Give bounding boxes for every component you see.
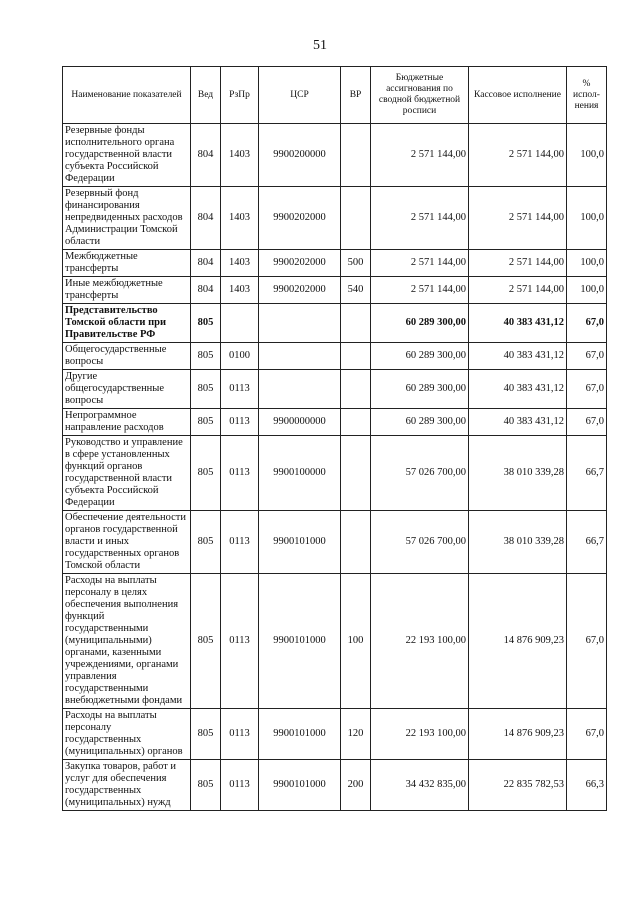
cell-csr: 9900202000 bbox=[259, 187, 341, 250]
cell-ved: 805 bbox=[191, 760, 221, 811]
cell-percent: 67,0 bbox=[567, 343, 607, 370]
cell-rzpr: 0113 bbox=[221, 436, 259, 511]
cell-assigned: 2 571 144,00 bbox=[371, 277, 469, 304]
table-row bbox=[63, 436, 607, 511]
cell-name: Резервные фонды исполнительного органа государственной власти субъекта Российской Федерации bbox=[63, 124, 191, 187]
cell-vr bbox=[341, 511, 371, 574]
cell-assigned: 22 193 100,00 bbox=[371, 709, 469, 760]
cell-vr: 500 bbox=[341, 250, 371, 277]
cell-csr: 9900101000 bbox=[259, 511, 341, 574]
cell-rzpr bbox=[221, 304, 259, 343]
cell-csr: 9900100000 bbox=[259, 436, 341, 511]
cell-executed: 40 383 431,12 bbox=[469, 343, 567, 370]
cell-executed: 14 876 909,23 bbox=[469, 574, 567, 709]
cell-csr: 9900000000 bbox=[259, 409, 341, 436]
cell-name: Обеспечение деятельности органов государственной власти и иных государственных органов Томской области bbox=[63, 511, 191, 574]
table-row bbox=[63, 277, 607, 304]
header-rzpr: РзПр bbox=[221, 67, 259, 124]
cell-assigned: 60 289 300,00 bbox=[371, 304, 469, 343]
cell-name: Межбюджетные трансферты bbox=[63, 250, 191, 277]
cell-executed: 40 383 431,12 bbox=[469, 409, 567, 436]
cell-name: Закупка товаров, работ и услуг для обеспечения государственных (муниципальных) нужд bbox=[63, 760, 191, 811]
cell-csr: 9900200000 bbox=[259, 124, 341, 187]
cell-percent: 100,0 bbox=[567, 124, 607, 187]
cell-vr: 540 bbox=[341, 277, 371, 304]
cell-name: Руководство и управление в сфере установленных функций органов государственной власти субъекта Российской Федерации bbox=[63, 436, 191, 511]
cell-ved: 804 bbox=[191, 187, 221, 250]
table-row bbox=[63, 511, 607, 574]
cell-percent: 67,0 bbox=[567, 574, 607, 709]
cell-csr bbox=[259, 370, 341, 409]
header-ved: Вед bbox=[191, 67, 221, 124]
cell-executed: 2 571 144,00 bbox=[469, 277, 567, 304]
table-row bbox=[63, 574, 607, 709]
cell-percent: 100,0 bbox=[567, 277, 607, 304]
cell-vr bbox=[341, 370, 371, 409]
cell-name: Другие общегосударственные вопросы bbox=[63, 370, 191, 409]
cell-ved: 804 bbox=[191, 250, 221, 277]
cell-vr: 200 bbox=[341, 760, 371, 811]
table-row bbox=[63, 409, 607, 436]
cell-ved: 804 bbox=[191, 124, 221, 187]
cell-ved: 805 bbox=[191, 511, 221, 574]
cell-rzpr: 1403 bbox=[221, 124, 259, 187]
cell-assigned: 2 571 144,00 bbox=[371, 124, 469, 187]
cell-rzpr: 1403 bbox=[221, 250, 259, 277]
cell-percent: 67,0 bbox=[567, 304, 607, 343]
cell-rzpr: 0113 bbox=[221, 709, 259, 760]
cell-csr: 9900202000 bbox=[259, 250, 341, 277]
cell-csr bbox=[259, 343, 341, 370]
cell-vr bbox=[341, 187, 371, 250]
cell-vr bbox=[341, 436, 371, 511]
cell-csr: 9900101000 bbox=[259, 709, 341, 760]
cell-percent: 100,0 bbox=[567, 250, 607, 277]
cell-percent: 66,3 bbox=[567, 760, 607, 811]
cell-csr bbox=[259, 304, 341, 343]
cell-name: Расходы на выплаты персоналу в целях обеспечения выполнения функций государственными (муниципальными) органами, казенными учреждениями, органами управления государственными внебюджетными фондами bbox=[63, 574, 191, 709]
cell-assigned: 60 289 300,00 bbox=[371, 343, 469, 370]
cell-csr: 9900101000 bbox=[259, 760, 341, 811]
table-row bbox=[63, 124, 607, 187]
cell-rzpr: 1403 bbox=[221, 187, 259, 250]
header-executed: Кассовое исполнение bbox=[469, 67, 567, 124]
cell-name: Расходы на выплаты персоналу государственных (муниципальных) органов bbox=[63, 709, 191, 760]
page-number: 51 bbox=[313, 38, 327, 53]
cell-executed: 22 835 782,53 bbox=[469, 760, 567, 811]
cell-ved: 805 bbox=[191, 709, 221, 760]
cell-assigned: 22 193 100,00 bbox=[371, 574, 469, 709]
cell-percent: 67,0 bbox=[567, 370, 607, 409]
cell-ved: 805 bbox=[191, 343, 221, 370]
cell-percent: 66,7 bbox=[567, 511, 607, 574]
cell-rzpr: 0113 bbox=[221, 760, 259, 811]
cell-name: Резервный фонд финансирования непредвиденных расходов Администрации Томской области bbox=[63, 187, 191, 250]
cell-percent: 67,0 bbox=[567, 709, 607, 760]
cell-ved: 804 bbox=[191, 277, 221, 304]
cell-rzpr: 1403 bbox=[221, 277, 259, 304]
cell-name: Непрограммное направление расходов bbox=[63, 409, 191, 436]
cell-assigned: 57 026 700,00 bbox=[371, 436, 469, 511]
table-row bbox=[63, 250, 607, 277]
cell-percent: 67,0 bbox=[567, 409, 607, 436]
cell-percent: 66,7 bbox=[567, 436, 607, 511]
cell-ved: 805 bbox=[191, 370, 221, 409]
cell-vr: 120 bbox=[341, 709, 371, 760]
cell-executed: 14 876 909,23 bbox=[469, 709, 567, 760]
cell-vr bbox=[341, 409, 371, 436]
cell-executed: 2 571 144,00 bbox=[469, 124, 567, 187]
cell-executed: 38 010 339,28 bbox=[469, 511, 567, 574]
cell-name: Представительство Томской области при Правительстве РФ bbox=[63, 304, 191, 343]
cell-rzpr: 0113 bbox=[221, 574, 259, 709]
cell-rzpr: 0100 bbox=[221, 343, 259, 370]
cell-rzpr: 0113 bbox=[221, 511, 259, 574]
table-row bbox=[63, 304, 607, 343]
cell-executed: 38 010 339,28 bbox=[469, 436, 567, 511]
table-row bbox=[63, 187, 607, 250]
cell-ved: 805 bbox=[191, 409, 221, 436]
cell-name: Иные межбюджетные трансферты bbox=[63, 277, 191, 304]
header-percent: % испол-нения bbox=[567, 67, 607, 124]
budget-table bbox=[62, 66, 607, 811]
table-header-row bbox=[63, 67, 607, 124]
table-row bbox=[63, 709, 607, 760]
cell-executed: 2 571 144,00 bbox=[469, 250, 567, 277]
cell-executed: 2 571 144,00 bbox=[469, 187, 567, 250]
cell-ved: 805 bbox=[191, 436, 221, 511]
header-assigned: Бюджетные ассигнования по сводной бюджетной росписи bbox=[371, 67, 469, 124]
cell-executed: 40 383 431,12 bbox=[469, 370, 567, 409]
cell-assigned: 2 571 144,00 bbox=[371, 187, 469, 250]
cell-assigned: 60 289 300,00 bbox=[371, 370, 469, 409]
table-row bbox=[63, 760, 607, 811]
header-csr: ЦСР bbox=[259, 67, 341, 124]
cell-vr: 100 bbox=[341, 574, 371, 709]
header-name: Наименование показателей bbox=[63, 67, 191, 124]
header-vr: ВР bbox=[341, 67, 371, 124]
cell-assigned: 34 432 835,00 bbox=[371, 760, 469, 811]
cell-ved: 805 bbox=[191, 574, 221, 709]
cell-csr: 9900101000 bbox=[259, 574, 341, 709]
cell-assigned: 60 289 300,00 bbox=[371, 409, 469, 436]
cell-rzpr: 0113 bbox=[221, 370, 259, 409]
cell-ved: 805 bbox=[191, 304, 221, 343]
cell-assigned: 57 026 700,00 bbox=[371, 511, 469, 574]
cell-rzpr: 0113 bbox=[221, 409, 259, 436]
cell-percent: 100,0 bbox=[567, 187, 607, 250]
table-row bbox=[63, 370, 607, 409]
cell-assigned: 2 571 144,00 bbox=[371, 250, 469, 277]
cell-name: Общегосударственные вопросы bbox=[63, 343, 191, 370]
cell-executed: 40 383 431,12 bbox=[469, 304, 567, 343]
cell-csr: 9900202000 bbox=[259, 277, 341, 304]
table-row bbox=[63, 343, 607, 370]
cell-vr bbox=[341, 304, 371, 343]
cell-vr bbox=[341, 124, 371, 187]
cell-vr bbox=[341, 343, 371, 370]
